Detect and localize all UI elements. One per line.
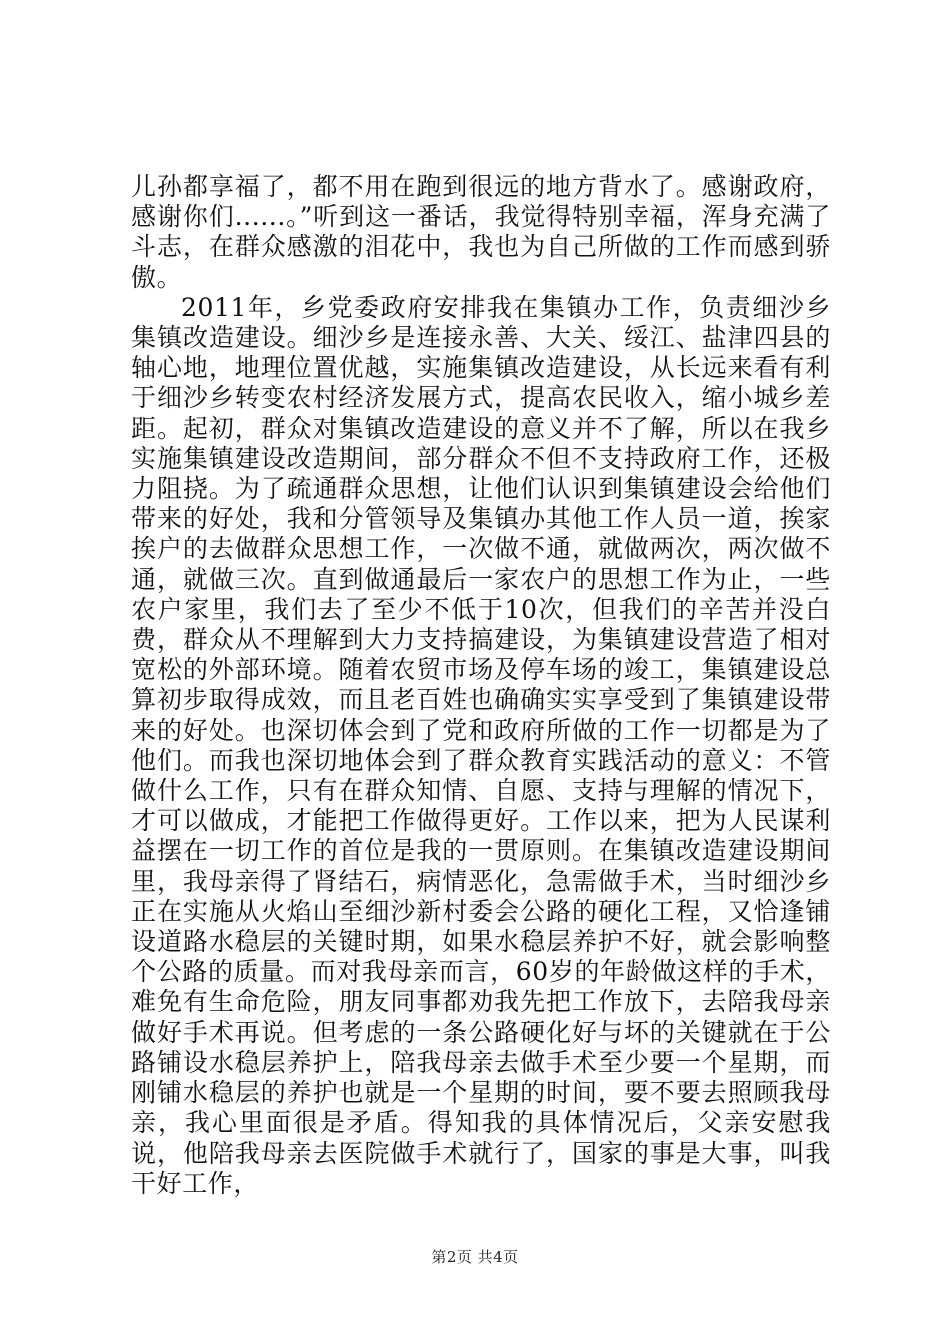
paragraph-2: 2011年，乡党委政府安排我在集镇办工作，负责细沙乡集镇改造建设。细沙乡是连接永善、大关、绥江、盐津四县的轴心地，地理位置优越，实施集镇改造建设，从长远来看有利于细沙乡转变农村经济发展方式，提高农民收入，缩小城乡差距。起初，群众对集镇改造建设的意义并不了解，所以在我乡实施集镇建设改造期间，部分群众不但不支持政府工作，还极力阻挠。为了疏通群众思想，让他们认识到集镇建设会给他们带来的好处，我和分管领导及集镇办其他工作人员一道，挨家挨户的去做群众思想工作，一次做不通，就做两次，两次做不通，就做三次。直到做通最后一家农户的思想工作为止，一些农户家里，我们去了至少不低于10次，但我们的辛苦并没白费，群众从不理解到大力支持搞建设，为集镇建设营造了相对宽松的外部环境。随着农贸市场及停车场的竣工，集镇建设总算初步取得成效，而且老百姓也确确实实享受到了集镇建设带来的好处。也深切体会到了党和政府所做的工作一切都是为了他们。而我也深切地体会到了群众教育实践活动的意义：不管做什么工作，只有在群众知情、自愿、支持与理解的情况下，才可以做成，才能把工作做得更好。工作以来，把为人民谋利益摆在一切工作的首位是我的一贯原则。在集镇改造建设期间里，我母亲得了肾结石，病情恶化，急需做手术，当时细沙乡正在实施从火焰山至细沙新村委会公路的硬化工程，又恰逢铺设道路水稳层的关键时期，如果水稳层养护不好，就会影响整个公路的质量。而对我母亲而言，60岁的年龄做这样的手术，难免有生命危险，朋友同事都劝我先把工作放下，去陪我母亲做好手术再说。但考虑的一条公路硬化好与坏的关键就在于公路铺设水稳层养护上，陪我母亲去做手术至少要一个星期，而刚铺水稳层的养护也就是一个星期的时间，要不要去照顾我母亲，我心里面很是矛盾。得知我的具体情况后，父亲安慰我说，他陪我母亲去医院做手术就行了，国家的事是大事，叫我干好工作， (131, 292, 831, 1198)
page-number-footer: 第2页 共4页 (431, 1248, 519, 1266)
paragraph-1: 儿孙都享福了，都不用在跑到很远的地方背水了。感谢政府，感谢你们......。”听到这一番话，我觉得特别幸福，浑身充满了斗志，在群众感激的泪花中，我也为自己所做的工作而感到骄傲。 (131, 172, 831, 292)
document-body (131, 172, 831, 1199)
